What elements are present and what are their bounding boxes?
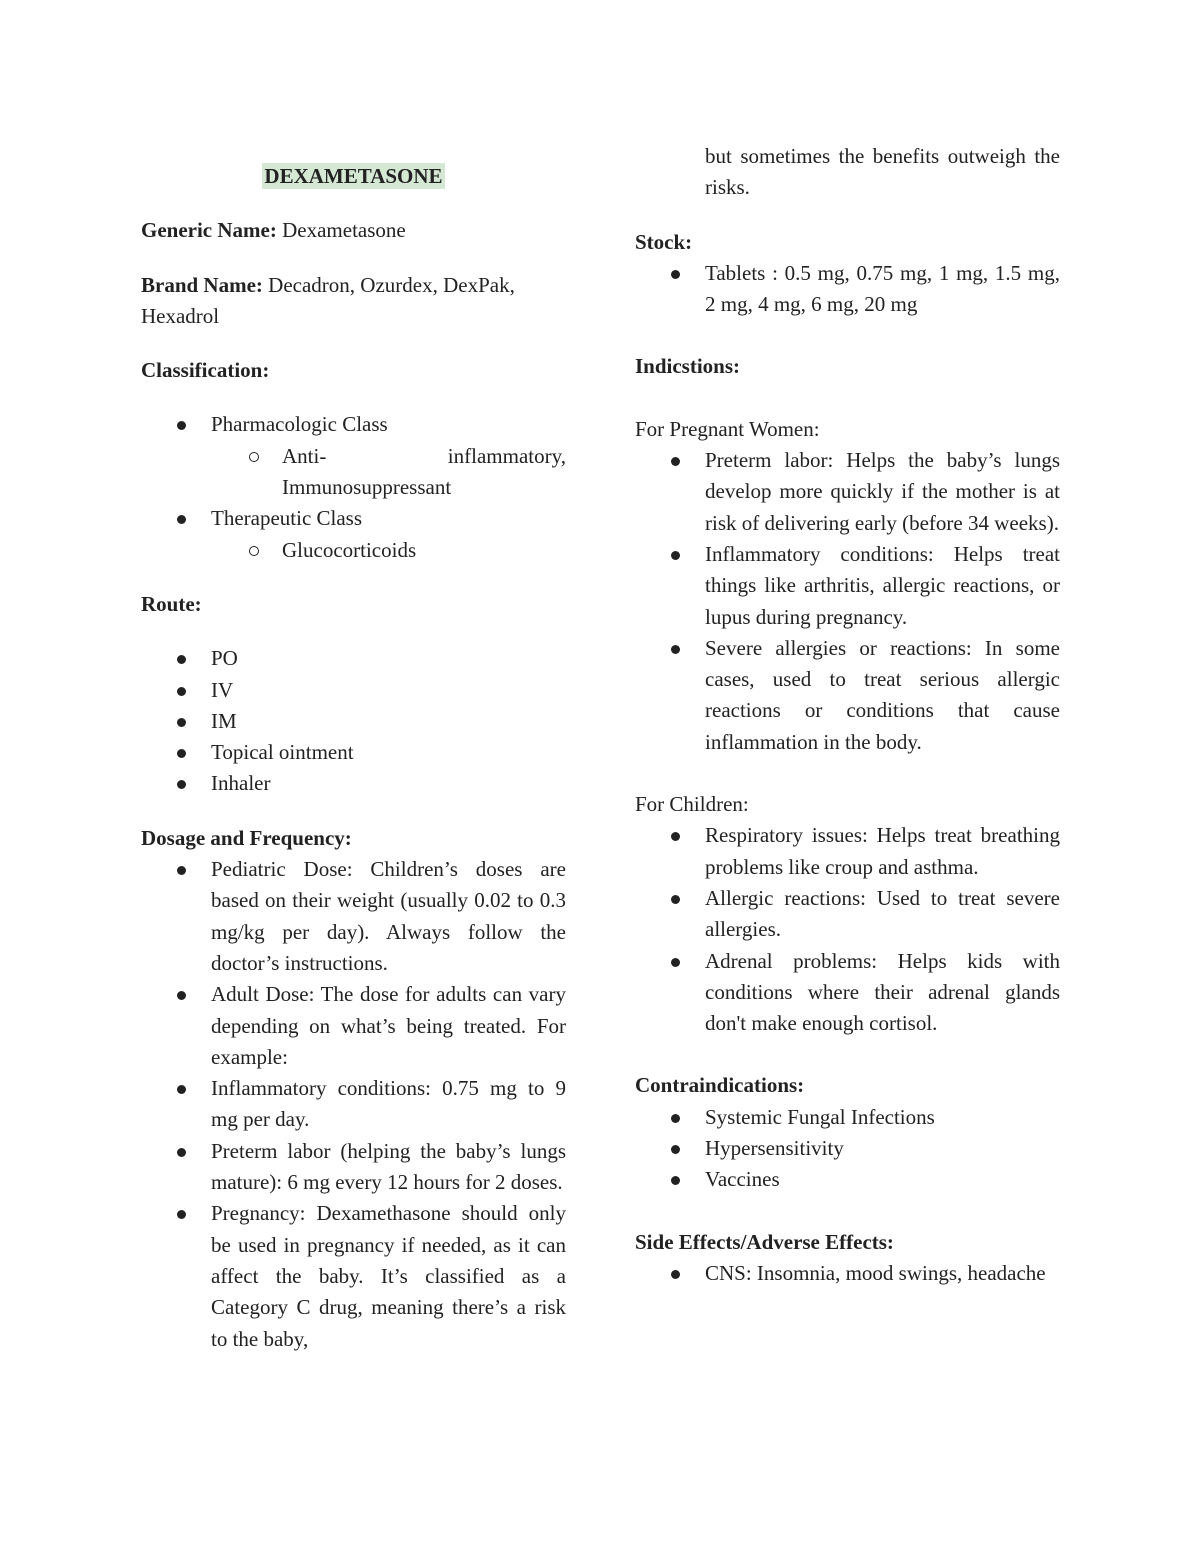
list-item: [141, 503, 566, 566]
left-column: [141, 161, 566, 1355]
document-title: DEXAMETASONE: [264, 164, 443, 188]
list-item: IV: [141, 675, 566, 706]
indications-heading-text: Indicstions:: [635, 354, 741, 379]
side-effects-heading-text: Side Effects/Adverse Effects:: [635, 1229, 894, 1254]
generic-name: [141, 215, 566, 246]
list-item: Adrenal problems: Helps kids with conditions where their adrenal glands don't make enough cortisol.: [635, 946, 1060, 1040]
list-item: Inhaler: [141, 768, 566, 799]
list-item: Inflammatory conditions: 0.75 mg to 9 mg per day.: [141, 1073, 566, 1136]
list-item: [211, 441, 566, 504]
indications-heading: [635, 351, 1060, 382]
list-item: CNS: Insomnia, mood swings, headache: [635, 1258, 1060, 1289]
list-item: IM: [141, 706, 566, 737]
therapeutic-sublist: [211, 535, 566, 566]
stock-heading: [635, 227, 1060, 258]
dosage-heading: [141, 823, 566, 854]
dosage-list: [141, 854, 566, 1355]
pharmacologic-class-label: Pharmacologic Class: [211, 412, 388, 437]
pharmacologic-sublist: [211, 441, 566, 504]
list-item: Severe allergies or reactions: In some cases, used to treat serious allergic reactions or conditions that cause inflammation in the body.: [635, 633, 1060, 758]
brand-name: [141, 270, 566, 333]
stock-list: [635, 258, 1060, 321]
route-list: [141, 643, 566, 799]
pharmacologic-class-value: [282, 441, 566, 504]
therapeutic-class-value: Glucocorticoids: [282, 537, 417, 562]
dosage-heading-text: Dosage and Frequency:: [141, 825, 352, 850]
children-indications-list: [635, 820, 1060, 1039]
contraindications-list: [635, 1102, 1060, 1196]
pregnancy-dose-part2: but sometimes the benefits outweigh the risks.: [705, 144, 1060, 200]
pregnancy-dose-part1: Pregnancy: Dexamethasone should only be used in pregnancy if needed, as it can affect the baby. It’s classified as a Category C drug, meaning there’s a risk to the baby,: [211, 1201, 566, 1351]
list-item: [211, 535, 566, 566]
list-item: Pediatric Dose: Children’s doses are based on their weight (usually 0.02 to 0.3 mg/kg per day). Always follow the doctor’s instructions.: [141, 854, 566, 979]
pregnancy-dose-continued: [635, 141, 1060, 204]
list-item: PO: [141, 643, 566, 674]
contraindications-heading: [635, 1070, 1060, 1101]
list-item: Respiratory issues: Helps treat breathing problems like croup and asthma.: [635, 820, 1060, 883]
list-item: Hypersensitivity: [635, 1133, 1060, 1164]
side-effects-heading: [635, 1227, 1060, 1258]
classification-heading: [141, 355, 566, 386]
classification-list: [141, 409, 566, 565]
side-effects-list: [635, 1258, 1060, 1289]
list-item: [141, 1198, 566, 1354]
list-item: Vaccines: [635, 1164, 1060, 1195]
classification-heading-text: Classification:: [141, 358, 270, 383]
list-item: Adult Dose: The dose for adults can vary depending on what’s being treated. For example:: [141, 979, 566, 1073]
stock-heading-text: Stock:: [635, 229, 693, 254]
therapeutic-class-label: Therapeutic Class: [211, 506, 363, 531]
brand-name-value: Decadron, Ozurdex, DexPak, Hexadrol: [141, 272, 515, 328]
generic-name-value: Dexametasone: [276, 218, 406, 243]
contraindications-heading-text: Contraindications:: [635, 1073, 805, 1098]
generic-name-label: Generic Name:: [141, 218, 277, 243]
list-item: Systemic Fungal Infections: [635, 1102, 1060, 1133]
list-item: Preterm labor (helping the baby’s lungs mature): 6 mg every 12 hours for 2 doses.: [141, 1136, 566, 1199]
right-column: [635, 141, 1060, 1289]
list-item: Allergic reactions: Used to treat severe allergies.: [635, 883, 1060, 946]
route-heading: [141, 589, 566, 620]
list-item: Tablets : 0.5 mg, 0.75 mg, 1 mg, 1.5 mg, 2 mg, 4 mg, 6 mg, 20 mg: [635, 258, 1060, 321]
children-heading: For Children:: [635, 792, 749, 817]
list-item: Topical ointment: [141, 737, 566, 768]
list-item: Inflammatory conditions: Helps treat things like arthritis, allergic reactions, or lupus during pregnancy.: [635, 539, 1060, 633]
pregnant-women-heading: For Pregnant Women:: [635, 416, 820, 441]
brand-name-label: Brand Name:: [141, 272, 263, 297]
route-heading-text: Route:: [141, 591, 202, 616]
pregnant-indications-list: [635, 445, 1060, 758]
list-item: Preterm labor: Helps the baby’s lungs develop more quickly if the mother is at risk of delivering early (before 34 weeks).: [635, 445, 1060, 539]
list-item: [141, 409, 566, 503]
pharmacologic-class-text: Anti- inflammatory, Immunosuppressant: [282, 443, 566, 500]
